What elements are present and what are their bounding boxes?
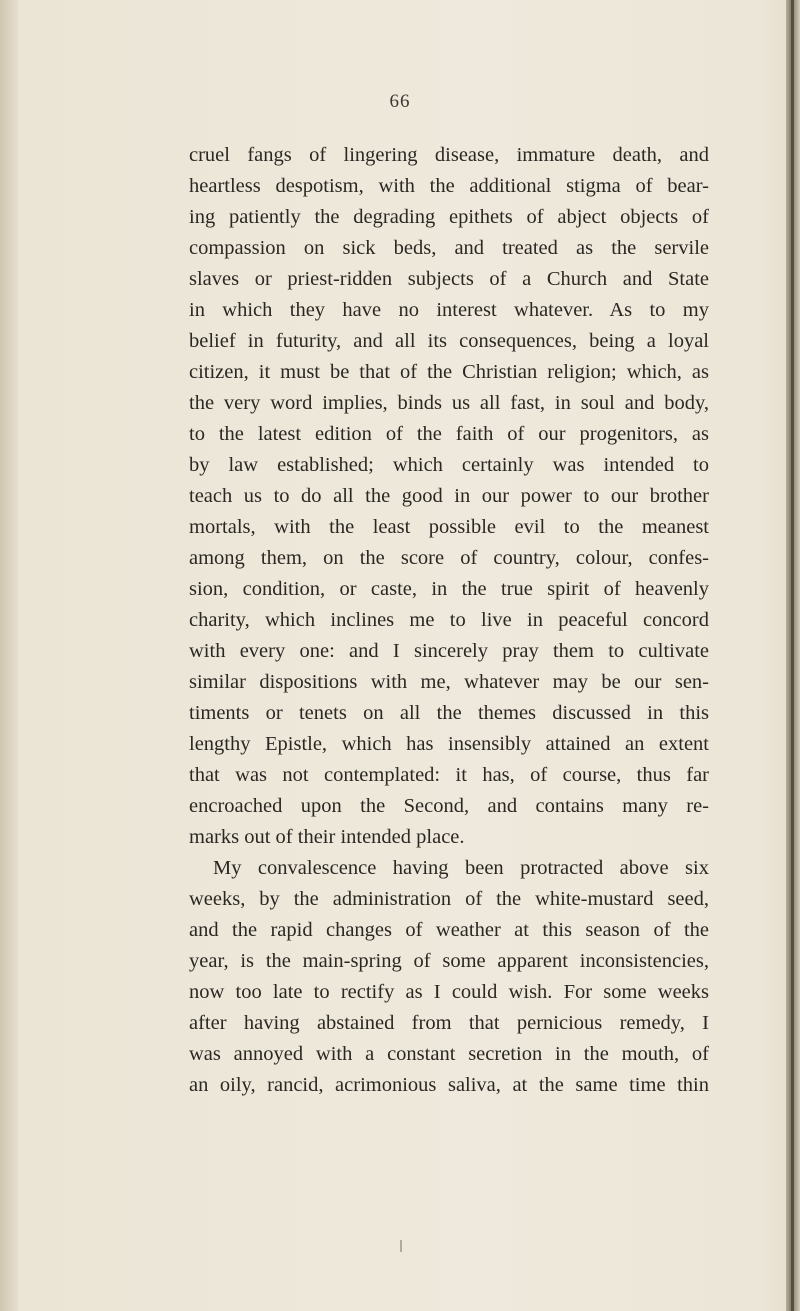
text-line: marks out of their intended place. — [189, 826, 465, 848]
text-line: the very word implies, binds us all fast, in soul and body, — [189, 392, 709, 414]
text-line: after having abstained from that pernicious remedy, I — [189, 1012, 709, 1034]
text-line: encroached upon the Second, and contains many re- — [189, 795, 709, 817]
text-line: sion, condition, or caste, in the true spirit of heavenly — [189, 578, 709, 600]
text-line: now too late to rectify as I could wish. For some weeks — [189, 981, 709, 1003]
text-line: teach us to do all the good in our power to our brother — [189, 485, 709, 507]
page-number: 66 — [389, 91, 411, 112]
text-line: was annoyed with a constant secretion in the mouth, of — [189, 1043, 709, 1065]
text-line: lengthy Epistle, which has insensibly attained an extent — [189, 733, 709, 755]
text-line: in which they have no interest whatever. As to my — [189, 299, 709, 321]
text-line: to the latest edition of the faith of our progenitors, as — [189, 423, 709, 445]
text-line: slaves or priest-ridden subjects of a Church and State — [189, 268, 709, 290]
text-line: compassion on sick beds, and treated as the servile — [189, 237, 709, 259]
print-mark — [400, 1240, 402, 1252]
text-line: that was not contemplated: it has, of course, thus far — [189, 764, 709, 786]
text-line: an oily, rancid, acrimonious saliva, at the same time thin — [189, 1074, 709, 1096]
text-line: cruel fangs of lingering disease, immature death, and — [189, 144, 709, 166]
text-line: heartless despotism, with the additional stigma of bear- — [189, 175, 709, 197]
text-line: by law established; which certainly was intended to — [189, 454, 709, 476]
text-line: with every one: and I sincerely pray them to cultivate — [189, 640, 709, 662]
text-line: and the rapid changes of weather at this season of the — [189, 919, 709, 941]
text-line: weeks, by the administration of the white-mustard seed, — [189, 888, 709, 910]
text-line: charity, which inclines me to live in peaceful concord — [189, 609, 709, 631]
page-gutter-shadow — [0, 0, 18, 1311]
body-text — [189, 140, 709, 1101]
page-edge-line — [791, 0, 794, 1311]
text-line: similar dispositions with me, whatever may be our sen- — [189, 671, 709, 693]
text-line: timents or tenets on all the themes discussed in this — [189, 702, 709, 724]
text-line: year, is the main-spring of some apparent inconsistencies, — [189, 950, 709, 972]
text-line: ing patiently the degrading epithets of abject objects of — [189, 206, 709, 228]
text-line: among them, on the score of country, colour, confes- — [189, 547, 709, 569]
text-line: citizen, it must be that of the Christian religion; which, as — [189, 361, 709, 383]
text-line: mortals, with the least possible evil to the meanest — [189, 516, 709, 538]
text-line: belief in futurity, and all its consequences, being a loyal — [189, 330, 709, 352]
paragraph-start-line: My convalescence having been protracted above six — [213, 857, 709, 879]
